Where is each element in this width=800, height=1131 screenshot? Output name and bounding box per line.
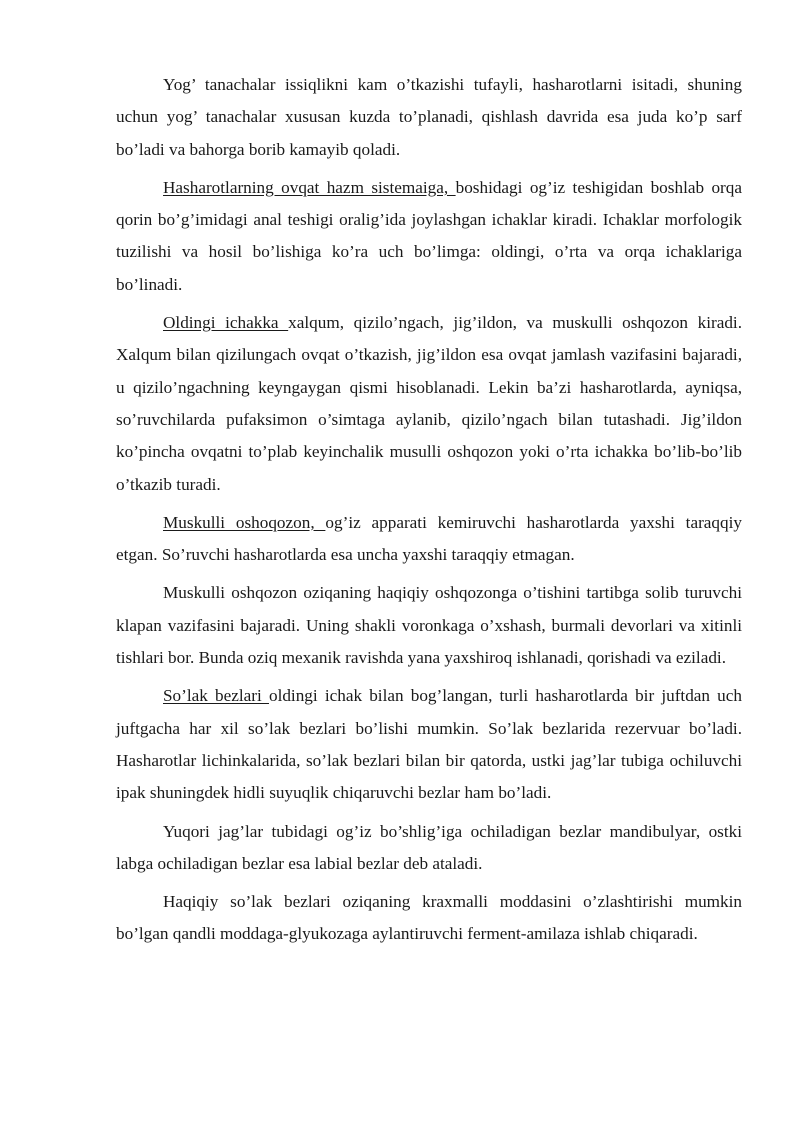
paragraph-mandibular-glands	[116, 816, 742, 881]
paragraph-text: og’iz apparati kemiruvchi hasharotlarda yaxshi taraqqiy etgan. So’ruvchi hasharotlarda esa uncha yaxshi taraqqiy etmagan.	[116, 512, 742, 565]
paragraph-text: Haqiqiy so’lak bezlari oziqaning kraxmalli moddasini o’zlashtirishi mumkin bo’lgan qandli moddaga-glyukozaga aylantiruvchi ferment-amilaza ishlab chiqaradi.	[116, 892, 742, 944]
paragraph-text: boshidagi og’iz teshigidan boshlab orqa qorin bo’g’imidagi anal teshigi oralig’ida joylashgan ichaklar kiradi. Ichaklar morfologik tuzilishi va hosil bo’lishiga ko’ra uch bo’limga: oldingi, o’rta va orqa ichaklariga bo’linadi.	[116, 177, 743, 294]
paragraph-lead-term: So’lak bezlari	[163, 686, 269, 706]
paragraph-digestive-system	[116, 172, 742, 301]
paragraph-muscular-stomach	[116, 507, 742, 572]
paragraph-foregut	[116, 307, 742, 501]
paragraph-salivary-glands	[116, 680, 742, 809]
paragraph-stomach-valve	[116, 577, 742, 674]
paragraph-text: Yog’ tanachalar issiqlikni kam o’tkazishi tufayli, hasharotlarni isitadi, shuning uchun yog’ tanachalar xususan kuzda to’planadi, qishlash davrida esa juda ko’p sarf bo’ladi va bahorga borib kamayib qoladi.	[116, 75, 742, 159]
paragraph-amylase	[116, 886, 742, 951]
paragraph-lead-term: Muskulli oshoqozon,	[163, 512, 326, 532]
paragraph-text: Yuqori jag’lar tubidagi og’iz bo’shlig’iga ochiladigan bezlar mandibulyar, ostki labga ochiladigan bezlar esa labial bezlar deb ataladi.	[116, 821, 742, 873]
paragraph-text: Muskulli oshqozon oziqaning haqiqiy oshqozonga o’tishini tartibga solib turuvchi klapan vazifasini bajaradi. Uning shakli voronkaga o’xshash, burmali devorlari va xitinli tishlari bor. Bunda oziq mexanik ravishda yana yaxshiroq ishlanadi, qorishadi va eziladi.	[116, 583, 742, 668]
paragraph-fat-bodies	[116, 69, 742, 166]
document-page	[116, 69, 742, 951]
paragraph-text: xalqum, qizilo’ngach, jig’ildon, va muskulli oshqozon kiradi. Xalqum bilan qizilungach ovqat o’tkazish, jig’ildon esa ovqat jamlash vazifasini bajaradi, u qizilo’ngachning keyngaygan qismi hisoblanadi. Lekin ba’zi hasharotlarda, ayniqsa, so’ruvchilarda pufaksimon o’simtaga aylanib, qizilo’ngach bilan tutashadi. Jig’ildon ko’pincha ovqatni to’plab keyinchalik musulli oshqozon yoki o’rta ichakka bo’lib-bo’lib o’tkazib turadi.	[116, 313, 742, 494]
paragraph-lead-term: Hasharotlarning ovqat hazm sistemaiga,	[163, 177, 456, 197]
paragraph-text: oldingi ichak bilan bog’langan, turli hasharotlarda bir juftdan uch juftgacha har xil so’lak bezlari bo’lishi mumkin. So’lak bezlarida rezervuar bo’ladi. Hasharotlar lichinkalarida, so’lak bezlari bilan bir qatorda, ustki jag’lar tubiga ochiluvchi ipak shuningdek hidli suyuqlik chiqaruvchi bezlar ham bo’ladi.	[116, 686, 742, 803]
paragraph-lead-term: Oldingi ichakka	[163, 313, 289, 333]
